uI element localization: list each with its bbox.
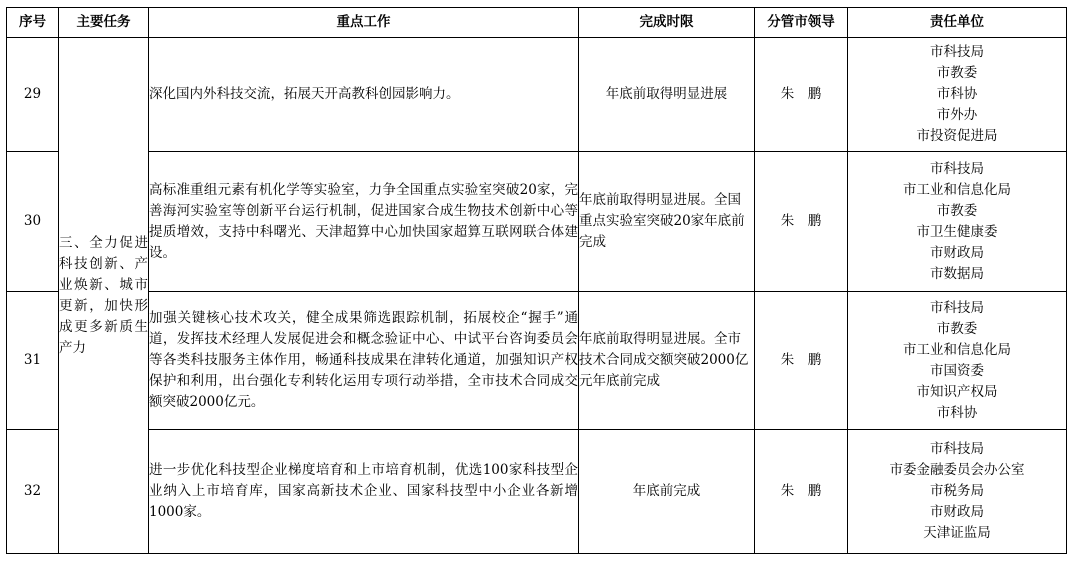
key-work-cell: 高标准重组元素有机化学等实验室，力争全国重点实验室突破20家，完善海河实验室等创新平台运行机制，促进国家合成生物技术创新中心等提质增效，支持中科曙光、天津超算中心加快国家超算互联网联合体建设。 xyxy=(149,152,579,292)
header-row xyxy=(7,8,1067,38)
header-leader: 分管市领导 xyxy=(755,8,848,38)
unit-item: 市科技局 xyxy=(930,160,984,177)
key-work-cell: 深化国内外科技交流，拓展天开高教科创园影响力。 xyxy=(149,38,579,152)
header-work: 重点工作 xyxy=(149,8,579,38)
unit-item: 市外办 xyxy=(936,107,978,123)
task-table xyxy=(6,7,1067,554)
row-number: 32 xyxy=(7,430,59,554)
table-row xyxy=(7,430,1067,554)
unit-cell xyxy=(848,152,1067,292)
unit-item: 市科技局 xyxy=(930,299,984,316)
table-row xyxy=(7,152,1067,292)
unit-item: 市税务局 xyxy=(930,483,984,499)
unit-cell xyxy=(848,430,1067,554)
unit-cell xyxy=(848,38,1067,152)
unit-item: 市科技局 xyxy=(930,441,984,457)
unit-item: 市科协 xyxy=(936,404,978,421)
unit-item: 市数据局 xyxy=(930,265,984,282)
deadline-cell: 年底前取得明显进展 xyxy=(579,38,755,152)
unit-item: 市国资委 xyxy=(930,362,984,379)
leader-cell: 朱 鹏 xyxy=(755,152,848,292)
unit-item: 市知识产权局 xyxy=(916,383,998,400)
unit-item: 市委金融委员会办公室 xyxy=(889,462,1025,478)
unit-item: 市财政局 xyxy=(930,244,984,261)
unit-item: 市教委 xyxy=(936,320,978,337)
row-number: 31 xyxy=(7,292,59,430)
table-row xyxy=(7,38,1067,152)
header-deadline: 完成时限 xyxy=(579,8,755,38)
unit-item: 天津证监局 xyxy=(923,525,991,541)
leader-cell: 朱 鹏 xyxy=(755,38,848,152)
unit-item: 市教委 xyxy=(936,202,978,219)
header-seq: 序号 xyxy=(7,8,59,38)
main-task-cell: 三、全力促进科技创新、产业焕新、城市更新，加快形成更多新质生产力 xyxy=(59,38,149,554)
deadline-cell: 年底前完成 xyxy=(579,430,755,554)
key-work-cell: 进一步优化科技型企业梯度培育和上市培育机制，优选100家科技型企业纳入上市培育库，国家高新技术企业、国家科技型中小企业各新增1000家。 xyxy=(149,430,579,554)
leader-cell: 朱 鹏 xyxy=(755,430,848,554)
unit-cell xyxy=(848,292,1067,430)
unit-item: 市工业和信息化局 xyxy=(903,341,1011,358)
unit-item: 市财政局 xyxy=(930,504,984,520)
header-task: 主要任务 xyxy=(59,8,149,38)
key-work-cell: 加强关键核心技术攻关，健全成果筛选跟踪机制，拓展校企“握手”通道，发挥技术经理人发展促进会和概念验证中心、中试平台咨询委员会等各类科技服务主体作用，畅通科技成果在津转化通道，加强知识产权保护和利用，出台强化专利转化运用专项行动举措，全市技术合同成交额突破2000亿元。 xyxy=(149,292,579,430)
unit-item: 市卫生健康委 xyxy=(916,223,998,240)
header-unit: 责任单位 xyxy=(848,8,1067,38)
unit-item: 市工业和信息化局 xyxy=(903,181,1011,198)
table-row xyxy=(7,292,1067,430)
unit-item: 市科技局 xyxy=(930,44,984,60)
row-number: 29 xyxy=(7,38,59,152)
unit-item: 市科协 xyxy=(936,86,978,102)
deadline-cell: 年底前取得明显进展。全国重点实验室突破20家年底前完成 xyxy=(579,152,755,292)
unit-item: 市教委 xyxy=(936,65,978,81)
unit-item: 市投资促进局 xyxy=(916,128,998,144)
deadline-cell: 年底前取得明显进展。全市技术合同成交额突破2000亿元年底前完成 xyxy=(579,292,755,430)
row-number: 30 xyxy=(7,152,59,292)
leader-cell: 朱 鹏 xyxy=(755,292,848,430)
